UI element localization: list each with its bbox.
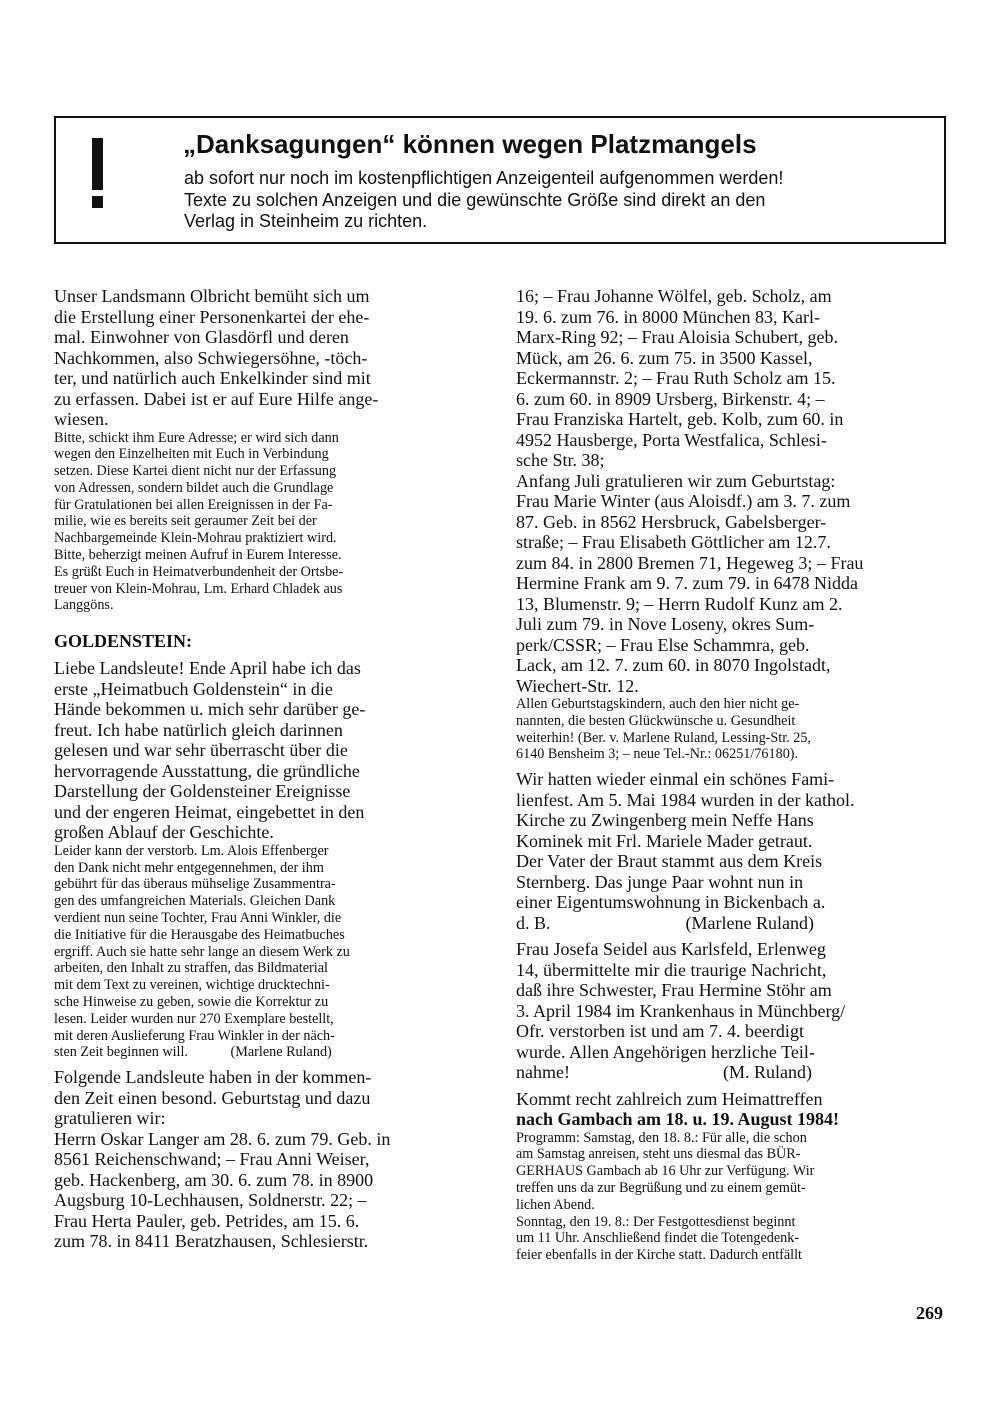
paragraph-effenberger: Leider kann der verstorb. Lm. Alois Effenberger den Dank nicht mehr entgegennehmen, der ihm gebührt für das überaus mühselige Zusammentra- gen des umfangreichen Materials. Gleichen Dank verdient nun seine Tochter, Frau Anni Winkler, die die Initiative für die Herausgabe des Heimatbuches ergriff. Auch sie hatte sehr lange an diesem Werk zu arbeiten, den Inhalt zu straffen, das Bildmaterial mit dem Text zu vereinen, wichtige drucktechni- sche Hinweise zu geben, sowie die Korrektur zu lesen. Leider wurden nur 270 Exemplare bestellt, mit deren Auslieferung Frau Winkler in der näch- sten Zeit beginnen will. (Marlene Ruland)	[54, 842, 350, 1061]
right-column	[516, 286, 951, 1264]
paragraph-birthdays: Folgende Landsleute haben in der kommen- den Zeit einen besond. Geburtstag und dazu gratulieren wir: Herrn Oskar Langer am 28. 6. zum 79. Geb. in 8561 Reichenschwand; – Frau Anni Weiser, geb. Hackenberg, am 30. 6. zum 78. in 8900 Augsburg 10-Lechhausen, Soldnerstr. 22; – Frau Herta Pauler, geb. Petrides, am 15. 6. zum 78. in 8411 Beratzhausen, Schlesierstr.	[54, 1067, 391, 1252]
page-number: 269	[916, 1303, 943, 1323]
paragraph-kartei: Bitte, schickt ihm Eure Adresse; er wird sich dann wegen den Einzelheiten mit Euch in Verbindung setzen. Diese Kartei dient nicht nur der Erfassung von Adressen, sondern bildet auch die Grundlage für Gratulationen bei allen Ereignissen in der Fa- milie, wie es bereits seit geraumer Zeit bei der Nachbargemeinde Klein-Mohrau praktiziert wird. Bitte, beherzigt meinen Aufruf in Eurem Interesse. Es grüßt Euch in Heimatverbundenheit der Ortsbe- treuer von Klein-Mohrau, Lm. Erhard Chladek aus Langgöns.	[54, 429, 344, 614]
paragraph-wishes: Allen Geburtstagskindern, auch den hier nicht ge- nannten, die besten Glückwünsche u. Gesundheit weiterhin! (Ber. v. Marlene Ruland, Lessing-Str. 25, 6140 Bensheim 3; – neue Tel.-Nr.: 06251/76180).	[516, 696, 811, 763]
notice-title: „Danksagungen“ können wegen Platzmangels	[183, 129, 757, 159]
paragraph-birthdays-continued: 16; – Frau Johanne Wölfel, geb. Scholz, am 19. 6. zum 76. in 8000 München 83, Karl- Marx-Ring 92; – Frau Aloisia Schubert, geb. Mück, am 26. 6. zum 75. in 3500 Kassel, Eckermannstr. 2; – Frau Ruth Scholz am 15. 6. zum 60. in 8909 Ursberg, Birkenstr. 4; – Frau Franziska Hartelt, geb. Kolb, zum 60. in 4952 Hausberge, Porta Westfalica, Schlesi- sche Str. 38; Anfang Juli gratulieren wir zum Geburtstag: Frau Marie Winter (aus Aloisdf.) am 3. 7. zum 87. Geb. in 8562 Hersbruck, Gabelsberger- straße; – Frau Elisabeth Göttlicher am 12.7. zum 84. in 2800 Bremen 71, Hegeweg 3; – Frau Hermine Frank am 9. 7. zum 79. in 6478 Nidda 13, Blumenstr. 9; – Herrn Rudolf Kunz am 2. Juli zum 79. in Nove Loseny, okres Sum- perk/CSSR; – Frau Else Schammra, geb. Lack, am 12. 7. zum 60. in 8070 Ingolstadt, Wiechert-Str. 12.	[516, 286, 864, 696]
left-column	[54, 286, 489, 1252]
notice-line: Texte zu solchen Anzeigen und die gewünschte Größe sind direkt an den	[184, 189, 766, 210]
paragraph-olbricht: Unser Landsmann Olbricht bemüht sich um die Erstellung einer Personenkartei der ehe- mal. Einwohner von Glasdörfl und deren Nachkommen, also Schwiegersöhne, -töch- ter, und natürlich auch Enkelkinder sind mit zu erfassen. Dabei ist er auf Eure Hilfe ange- wiesen.	[54, 286, 379, 429]
section-heading-goldenstein: GOLDENSTEIN:	[54, 631, 193, 652]
paragraph-obituary: Frau Josefa Seidel aus Karlsfeld, Erlenweg 14, übermittelte mir die traurige Nachricht, daß ihre Schwester, Frau Hermine Stöhr am 3. April 1984 im Krankenhaus in Münchberg/ Ofr. verstorben ist und am 7. 4. beerdigt wurde. Allen Angehörigen herzliche Teil- nahme! (M. Ruland)	[516, 939, 846, 1083]
notice-line: Verlag in Steinheim zu richten.	[184, 211, 428, 231]
paragraph-heimattreffen: Kommt recht zahlreich zum Heimattreffen nach Gambach am 18. u. 19. August 1984!	[516, 1088, 840, 1130]
exclamation-icon	[86, 138, 110, 212]
paragraph-programm: Programm: Samstag, den 18. 8.: Für alle, die schon am Samstag anreisen, steht uns diesmal das BÜR- GERHAUS Gambach ab 16 Uhr zur Verfügung. Wir treffen uns da zur Begrüßung und zu einem gemüt- lichen Abend. Sonntag, den 19. 8.: Der Festgottesdienst beginnt um 11 Uhr. Anschließend findet die Totengedenk- feier ebenfalls in der Kirche statt. Dadurch entfällt	[516, 1129, 815, 1264]
paragraph-wedding: Wir hatten wieder einmal ein schönes Fami- lienfest. Am 5. Mai 1984 wurden in der kathol. Kirche zu Zwingenberg mein Neffe Hans Kominek mit Frl. Mariele Mader getraut. Der Vater der Braut stammt aus dem Kreis Sternberg. Das junge Paar wohnt nun in einer Eigentumswohnung in Bickenbach a. d. B. (Marlene Ruland)	[516, 769, 855, 933]
paragraph-heimatbuch: Liebe Landsleute! Ende April habe ich das erste „Heimatbuch Goldenstein“ in die Hände bekommen u. mich sehr darüber ge- freut. Ich habe natürlich gleich darinnen gelesen und war sehr überrascht über die hervorragende Ausstattung, die gründliche Darstellung der Goldensteiner Ereignisse und der engeren Heimat, eingebettet in den großen Ablauf der Geschichte.	[54, 658, 366, 843]
notice-line: ab sofort nur noch im kostenpflichtigen Anzeigenteil aufgenommen werden!	[184, 168, 784, 188]
notice-body	[184, 168, 914, 233]
